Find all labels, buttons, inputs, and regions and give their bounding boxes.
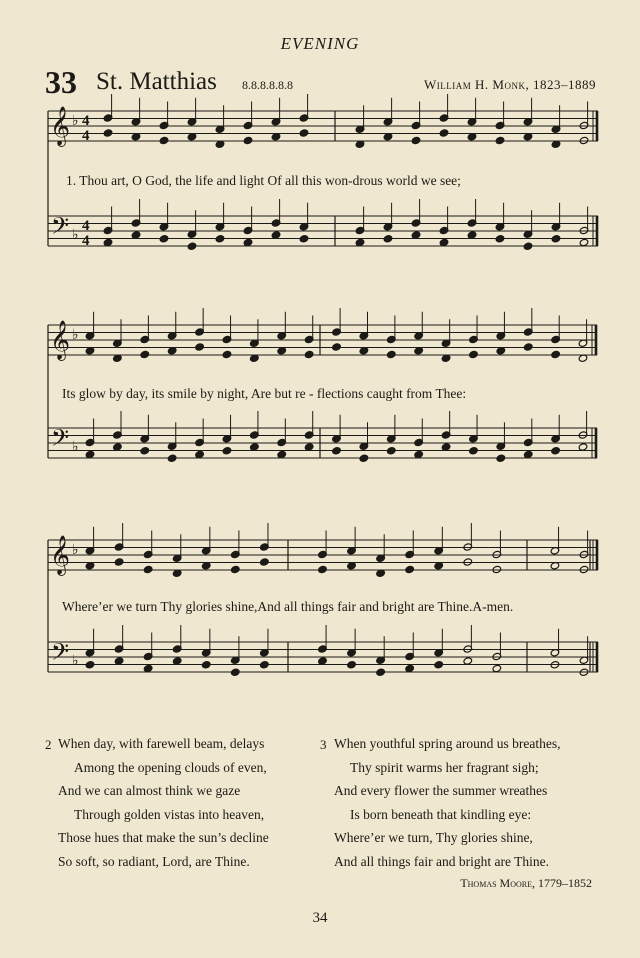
- flat-icon: ♭: [72, 227, 79, 243]
- note-head: [271, 231, 281, 239]
- stanza-line: And we can almost think we gaze: [58, 783, 241, 799]
- time-signature: 4: [82, 113, 90, 129]
- note-head: [463, 657, 473, 665]
- note-head: [495, 235, 505, 243]
- treble-clef-icon: 𝄞: [50, 320, 71, 360]
- stanza-line: Is born beneath that kindling eye:: [350, 806, 532, 822]
- note-head: [551, 350, 561, 358]
- note-head: [140, 350, 150, 358]
- note-head: [167, 454, 177, 462]
- note-head: [222, 447, 232, 455]
- note-head: [359, 454, 369, 462]
- note-head: [243, 238, 253, 246]
- note-head: [231, 565, 241, 573]
- note-head: [469, 350, 479, 358]
- stanza-line: And all things fair and bright are Thine.: [334, 853, 549, 869]
- meter: 8.8.8.8.8.8: [242, 78, 293, 92]
- note-head: [469, 447, 479, 455]
- stanza-2-number: 2: [45, 737, 52, 752]
- note-head: [260, 661, 270, 669]
- time-signature: 4: [82, 233, 90, 249]
- note-head: [414, 450, 424, 458]
- lyric-line-2: Its glow by day, its smile by night, Are but re - flections caught from Thee:: [62, 386, 467, 401]
- note-head: [439, 238, 449, 246]
- hymn-number: 33: [45, 64, 77, 100]
- note-head: [467, 231, 477, 239]
- note-head: [195, 343, 205, 351]
- stanza-line: When day, with farewell beam, delays: [58, 736, 265, 751]
- note-head: [277, 450, 287, 458]
- lyric-line-3: Where’er we turn Thy glories shine,And all things fair and bright are Thine.A-men.: [62, 599, 514, 614]
- page-number: 34: [312, 910, 328, 926]
- note-head: [215, 235, 225, 243]
- note-head: [222, 350, 232, 358]
- stanza-line: Through golden vistas into heaven,: [74, 806, 265, 822]
- note-head: [299, 235, 309, 243]
- note-head: [304, 443, 314, 451]
- lyric-line-1: 1. Thou art, O God, the life and light Of all this won-drous world we see;: [66, 173, 461, 188]
- note-head: [434, 661, 444, 669]
- tune-name: St. Matthias: [96, 68, 217, 95]
- note-head: [85, 450, 95, 458]
- note-head: [578, 443, 588, 451]
- note-head: [318, 657, 328, 665]
- note-head: [523, 450, 533, 458]
- note-head: [159, 136, 169, 144]
- bass-clef-icon: 𝄢: [51, 212, 70, 245]
- note-head: [441, 443, 451, 451]
- note-head: [523, 242, 533, 250]
- note-head: [304, 350, 314, 358]
- stanza-3: [334, 732, 560, 874]
- flat-icon: ♭: [72, 113, 79, 129]
- note-head: [332, 343, 342, 351]
- flat-icon: ♭: [72, 542, 79, 558]
- note-head: [260, 558, 270, 566]
- note-head: [551, 447, 561, 455]
- stanza-line: So soft, so radiant, Lord, are Thine.: [58, 853, 250, 869]
- note-head: [347, 661, 357, 669]
- note-head: [113, 443, 123, 451]
- stanza-line: And every flower the summer wreathes: [334, 783, 548, 799]
- note-head: [131, 231, 141, 239]
- note-head: [143, 664, 153, 672]
- flat-icon: ♭: [72, 327, 79, 343]
- stanza-line: Among the opening clouds of even,: [74, 759, 267, 775]
- note-head: [383, 235, 393, 243]
- note-head: [579, 238, 589, 246]
- composer: William H. Monk, 1823–1889: [424, 77, 596, 92]
- note-head: [496, 454, 506, 462]
- note-head: [114, 558, 124, 566]
- stanza-3-number: 3: [320, 737, 327, 752]
- note-head: [332, 447, 342, 455]
- note-head: [386, 447, 396, 455]
- stanza-line: Thy spirit warms her fragrant sigh;: [350, 759, 539, 775]
- text-author: Thomas Moore, 1779–1852: [460, 876, 592, 890]
- stanza-line: Those hues that make the sun’s decline: [58, 830, 269, 846]
- stanza-line: When youthful spring around us breathes,: [334, 736, 561, 751]
- note-head: [386, 350, 396, 358]
- note-head: [411, 231, 421, 239]
- note-head: [492, 664, 502, 672]
- stanza-line: Where’er we turn, Thy glories shine,: [334, 830, 533, 846]
- note-head: [103, 129, 113, 137]
- note-head: [103, 238, 113, 246]
- note-head: [231, 668, 241, 676]
- note-head: [201, 661, 211, 669]
- note-head: [355, 238, 365, 246]
- note-head: [439, 129, 449, 137]
- note-head: [140, 447, 150, 455]
- bass-clef-icon: 𝄢: [51, 424, 70, 457]
- time-signature: 4: [82, 218, 90, 234]
- note-head: [187, 242, 197, 250]
- bass-clef-icon: 𝄢: [51, 638, 70, 671]
- note-head: [250, 443, 260, 451]
- note-head: [172, 657, 182, 665]
- note-head: [405, 664, 415, 672]
- note-head: [318, 565, 328, 573]
- treble-clef-icon: 𝄞: [50, 106, 71, 146]
- flat-icon: ♭: [72, 653, 79, 669]
- note-head: [143, 565, 153, 573]
- note-head: [159, 235, 169, 243]
- note-head: [523, 343, 533, 351]
- note-head: [243, 136, 253, 144]
- stanza-2: [58, 732, 269, 874]
- time-signature: 4: [82, 128, 90, 144]
- note-head: [551, 235, 561, 243]
- note-head: [195, 450, 205, 458]
- treble-clef-icon: 𝄞: [50, 535, 71, 575]
- note-head: [85, 661, 95, 669]
- note-head: [495, 136, 505, 144]
- note-head: [299, 129, 309, 137]
- section-title: EVENING: [280, 34, 360, 53]
- note-head: [114, 657, 124, 665]
- flat-icon: ♭: [72, 439, 79, 455]
- note-head: [411, 136, 421, 144]
- note-head: [376, 668, 386, 676]
- note-head: [405, 565, 415, 573]
